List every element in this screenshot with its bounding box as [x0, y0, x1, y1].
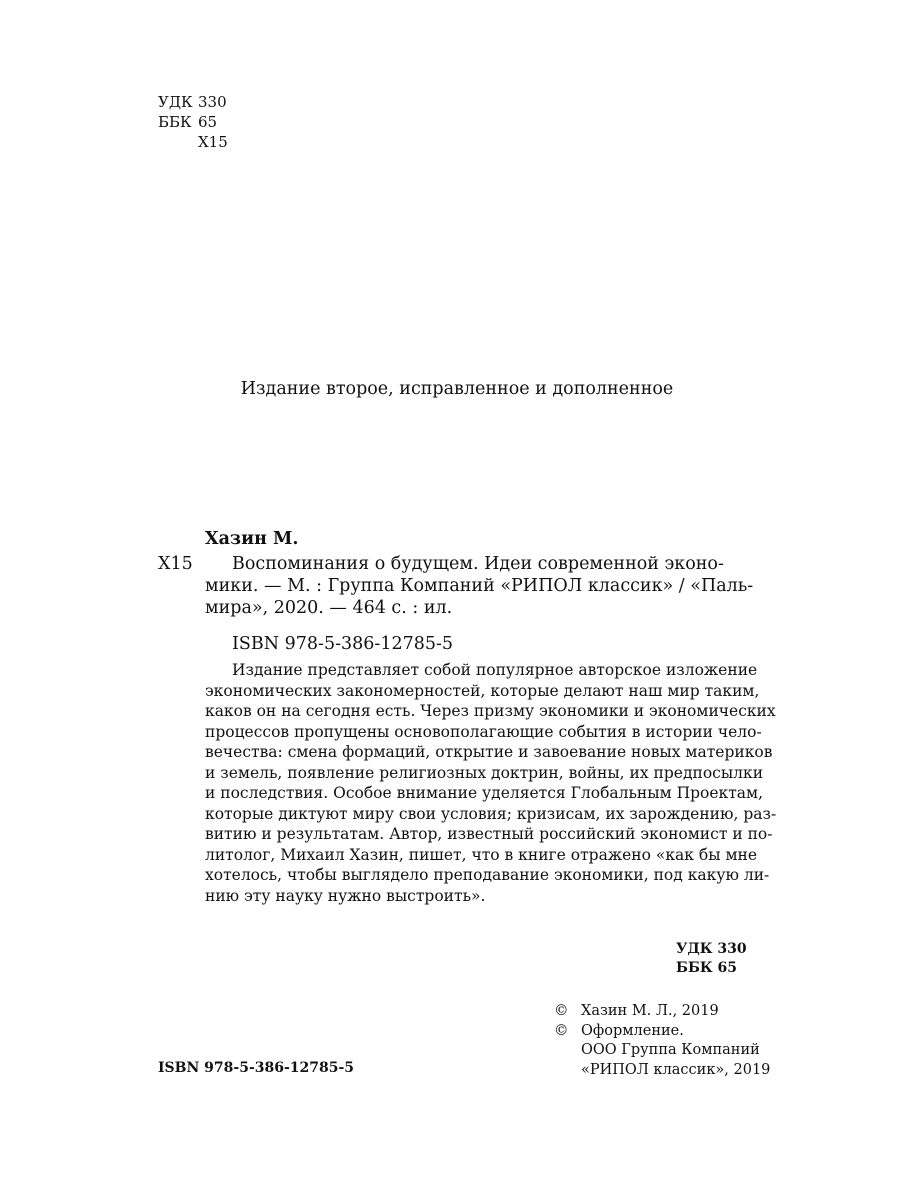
copyright-author-row	[554, 1002, 770, 1022]
abstract-line: Издание представляет собой популярное авторское изложение	[232, 661, 758, 679]
udk-label: УДК	[158, 93, 193, 111]
copyright-icon: ©	[554, 1003, 569, 1019]
udk-value: 330	[198, 93, 227, 111]
bbk-row	[158, 112, 228, 132]
copyright-block	[554, 1002, 770, 1080]
abstract-line: экономических закономерностей, которые делают наш мир таким,	[205, 681, 760, 700]
citation-line: мира», 2020. — 464 с. : ил.	[205, 598, 453, 618]
edition-note: Издание второе, исправленное и дополненное	[240, 379, 674, 399]
udk-row	[158, 92, 228, 112]
abstract-line: которые диктуют миру свои условия; кризисам, их зарождению, раз-	[205, 804, 777, 823]
author-mark-top: Х15	[198, 133, 228, 151]
right-classification	[676, 940, 747, 978]
bbk-code: ББК 65	[676, 960, 738, 976]
copyright-publisher-1: ООО Группа Компаний	[581, 1042, 760, 1058]
author-name: Хазин М.	[205, 529, 299, 549]
abstract-line: нию эту науку нужно выстроить».	[205, 886, 486, 905]
bbk-value: 65	[198, 113, 218, 131]
abstract-line: литолог, Михаил Хазин, пишет, что в книге отражено «как бы мне	[205, 845, 758, 864]
citation-line: мики. — М. : Группа Компаний «РИПОЛ классик» / «Паль-	[205, 576, 754, 596]
top-classification	[158, 92, 228, 152]
copyright-design: Оформление.	[581, 1022, 684, 1039]
abstract-line: каков он на сегодня есть. Через призму экономики и экономических	[205, 702, 776, 720]
copyright-publisher-row-2	[554, 1061, 770, 1081]
author-mark-row	[158, 132, 228, 152]
author-mark-catalog: Х15	[158, 554, 193, 574]
copyright-icon: ©	[554, 1022, 569, 1039]
copyright-publisher-row-1	[554, 1041, 770, 1061]
bbk-label: ББК	[158, 113, 192, 131]
isbn-bottom: ISBN 978-5-386-12785-5	[158, 1060, 355, 1076]
abstract-line: витию и результатам. Автор, известный российский экономист и по-	[205, 825, 773, 843]
udk-code: УДК 330	[676, 941, 747, 957]
citation-line: Воспоминания о будущем. Идеи современной эконо-	[232, 554, 724, 574]
abstract-line: процессов пропущены основополагающие события в истории чело-	[205, 722, 762, 741]
citation	[205, 553, 758, 619]
abstract-line: и земель, появление религиозных доктрин, войны, их предпосылки	[205, 763, 764, 782]
abstract	[205, 660, 777, 906]
abstract-line: и последствия. Особое внимание уделяется Глобальным Проектам,	[205, 784, 764, 802]
copyright-design-row	[554, 1022, 770, 1042]
abstract-line: вечества: смена формаций, открытие и завоевание новых материков	[205, 743, 773, 761]
isbn-catalog: ISBN 978-5-386-12785-5	[232, 634, 454, 654]
abstract-line: хотелось, чтобы выглядело преподавание экономики, под какую ли-	[205, 866, 770, 884]
copyright-publisher-2: «РИПОЛ классик», 2019	[581, 1061, 771, 1078]
copyright-author: Хазин М. Л., 2019	[581, 1003, 719, 1019]
